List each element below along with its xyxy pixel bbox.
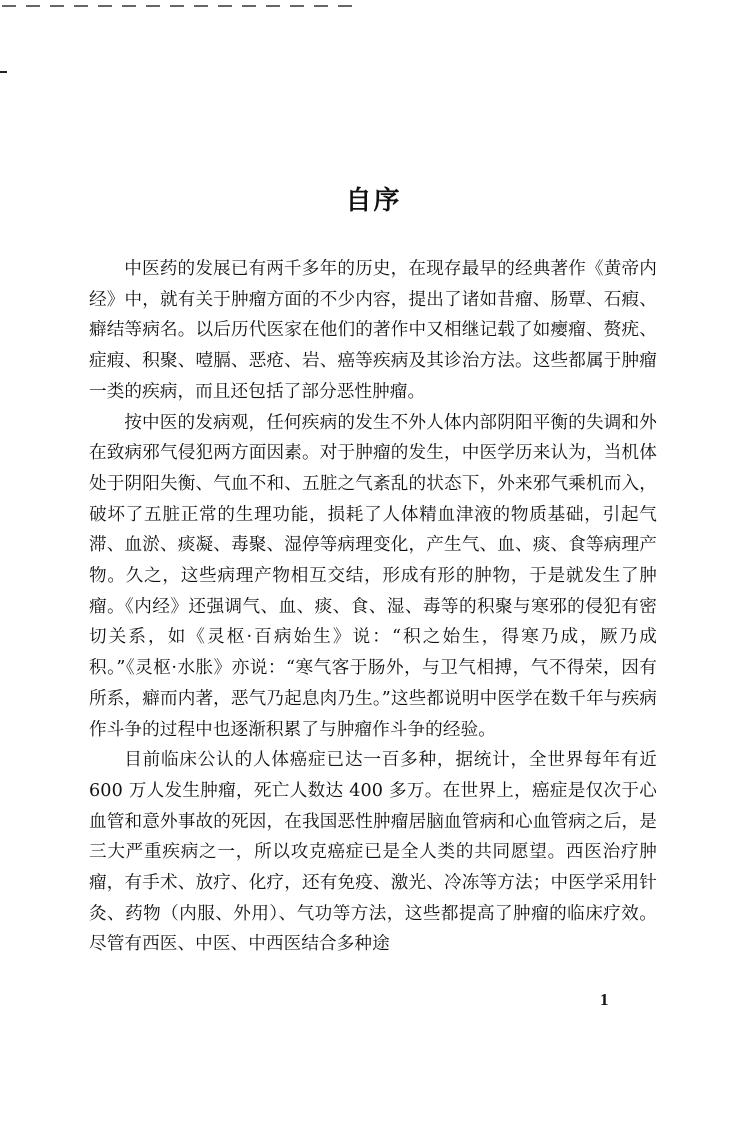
body-text	[89, 254, 657, 960]
paragraph-1: 中医药的发展已有两千多年的历史，在现存最早的经典著作《黄帝内经》中，就有关于肿瘤方面的不少内容，提出了诸如昔瘤、肠覃、石瘕、癖结等病名。以后历代医家在他们的著作中又相继记载了如瘿瘤、赘疣、症瘕、积聚、噎膈、恶疮、岩、癌等疾病及其诊治方法。这些都属于肿瘤一类的疾病，而且还包括了部分恶性肿瘤。	[89, 259, 657, 402]
page-title: 自序	[345, 186, 402, 216]
margin-mark	[0, 71, 7, 73]
paragraph-2: 按中医的发病观，任何疾病的发生不外人体内部阴阳平衡的失调和外在致病邪气侵犯两方面因素。对于肿瘤的发生，中医学历来认为，当机体处于阴阳失衡、气血不和、五脏之气紊乱的状态下，外来邪气乘机而入，破坏了五脏正常的生理功能，损耗了人体精血津液的物质基础，引起气滞、血淤、痰凝、毒聚、湿停等病理变化，产生气、血、痰、食等病理产物。久之，这些病理产物相互交结，形成有形的肿物，于是就发生了肿瘤。《内经》还强调气、血、痰、食、湿、毒等的积聚与寒邪的侵犯有密切关系，如《灵枢·百病始生》说：“积之始生，得寒乃成，厥乃成积。”《灵枢·水胀》亦说：“寒气客于肠外，与卫气相搏，气不得荣，因有所系，癖而内著，恶气乃起息肉乃生。”这些都说明中医学在数千年与疾病作斗争的过程中也逐渐积累了与肿瘤作斗争的经验。	[89, 412, 657, 740]
header-dashed-rule	[0, 0, 358, 12]
page-number: 1	[600, 990, 609, 1009]
paragraph-3: 目前临床公认的人体癌症已达一百多种，据统计，全世界每年有近 600 万人发生肿瘤，死亡人数达 400 多万。在世界上，癌症是仅次于心血管和意外事故的死因，在我国恶性肿瘤居脑血管病和心血管病之后，是三大严重疾病之一，所以攻克癌症已是全人类的共同愿望。西医治疗肿瘤，有手术、放疗、化疗，还有免疫、激光、冷冻等方法；中医学采用针灸、药物（内服、外用）、气功等方法，这些都提高了肿瘤的临床疗效。尽管有西医、中医、中西医结合多种途	[89, 750, 657, 955]
